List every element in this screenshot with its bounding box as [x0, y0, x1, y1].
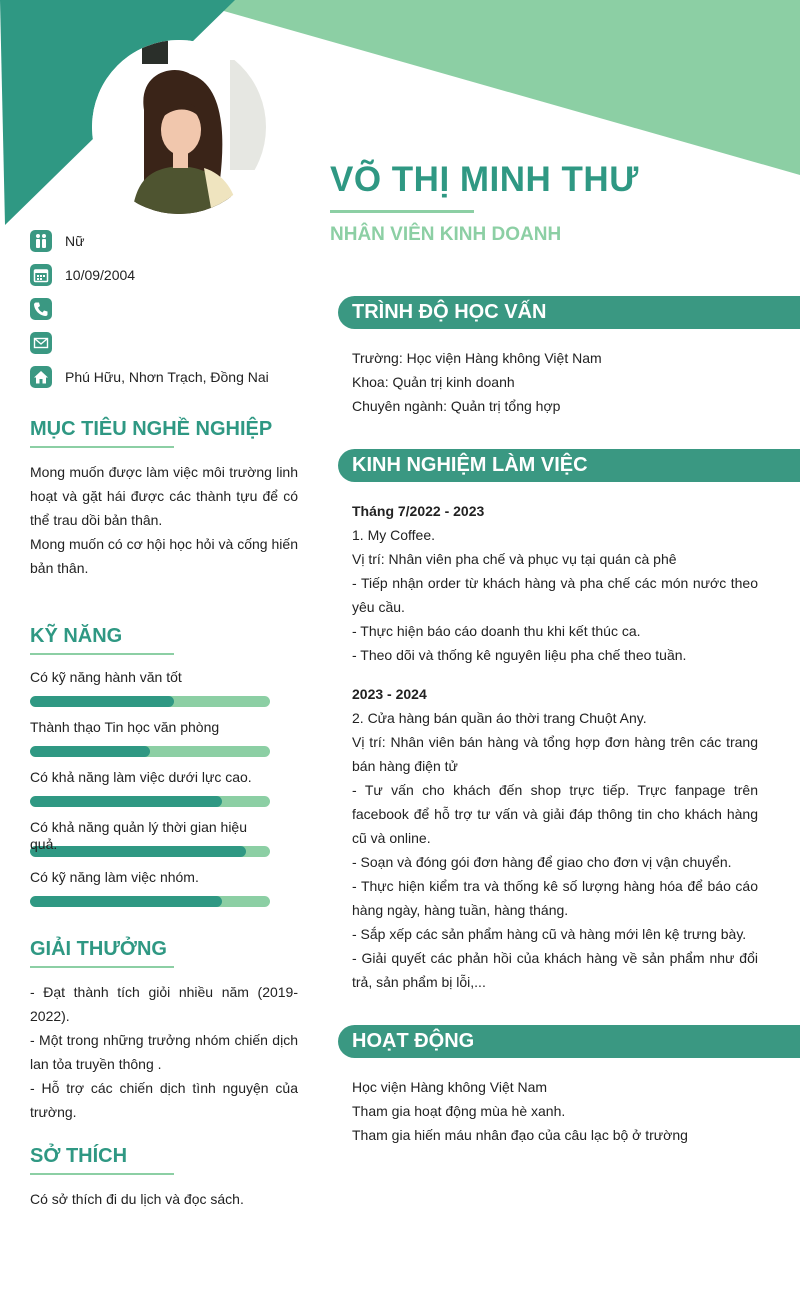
gender-icon [30, 230, 52, 252]
skill-label: Thành thạo Tin học văn phòng [30, 719, 220, 735]
skill-bar-fill [30, 846, 246, 857]
education-details [352, 346, 758, 418]
awards-title: GIẢI THƯỞNG [30, 938, 167, 960]
experience-title: KINH NGHIỆM LÀM VIỆC [338, 449, 800, 482]
education-major: Chuyên ngành: Quản trị tổng hợp [352, 398, 561, 414]
job-duty: - Thực hiện kiểm tra và thống kê số lượng hàng hóa để báo cáo hàng ngày, hàng tuần, hàng tháng. [352, 878, 758, 918]
skill-bar [30, 796, 270, 807]
job-role: Vị trí: Nhân viên pha chế và phục vụ tại quán cà phê [352, 551, 677, 567]
experience-job-2 [352, 682, 758, 994]
activity-line: Học viện Hàng không Việt Nam [352, 1079, 548, 1095]
job-duty: - Theo dõi và thống kê nguyên liệu pha chế theo tuần. [352, 647, 687, 663]
award-line: - Hỗ trợ các chiến dịch tình nguyện của trường. [30, 1080, 298, 1120]
skill-label: Có kỹ năng làm việc nhóm. [30, 869, 199, 885]
job-duty: - Tư vấn cho khách đến shop trực tiếp. Trực fanpage trên facebook để hỗ trợ tư vấn và giải đáp thông tin cho khách hàng cũ và online. [352, 782, 758, 846]
objective-line: Mong muốn được làm việc môi trường linh hoạt và gặt hái được các thành tựu để có thể trau dồi bản thân. [30, 464, 298, 528]
home-icon [30, 366, 52, 388]
skill-label: Có khả năng quản lý thời gian hiệu quả. [30, 819, 247, 852]
activity-line: Tham gia hiến máu nhân đạo của câu lạc bộ ở trường [352, 1127, 688, 1143]
skill-bar-fill [30, 696, 174, 707]
awards-underline [30, 966, 174, 968]
education-title: TRÌNH ĐỘ HỌC VẤN [338, 296, 800, 329]
contact-phone [30, 292, 310, 326]
skill-bar [30, 896, 270, 907]
education-faculty: Khoa: Quản trị kinh doanh [352, 374, 515, 390]
skill-item [30, 869, 270, 907]
phone-icon [30, 298, 52, 320]
mail-icon [30, 332, 52, 354]
activities-details [352, 1075, 758, 1147]
skill-bar-fill [30, 796, 222, 807]
activity-line: Tham gia hoạt động mùa hè xanh. [352, 1103, 566, 1119]
job-company: 2. Cửa hàng bán quần áo thời trang Chuột Any. [352, 710, 647, 726]
job-duty: - Thực hiện báo cáo doanh thu khi kết thúc ca. [352, 623, 641, 639]
skill-bar [30, 746, 270, 757]
skill-bar [30, 696, 270, 707]
skill-bar-fill [30, 896, 222, 907]
skills-section [30, 625, 298, 655]
job-duty: - Tiếp nhận order từ khách hàng và pha chế các món nước theo yêu cầu. [352, 575, 758, 615]
skills-title: KỸ NĂNG [30, 625, 123, 647]
contact-address [30, 360, 310, 394]
contact-birthday [30, 258, 310, 292]
objective-underline [30, 446, 174, 448]
objective-line: Mong muốn có cơ hội học hỏi và cống hiến bản thân. [30, 536, 298, 576]
skill-item [30, 819, 270, 857]
job-position: NHÂN VIÊN KINH DOANH [330, 224, 562, 245]
job-duty: - Soạn và đóng gói đơn hàng để giao cho đơn vị vận chuyển. [352, 854, 732, 870]
hobbies-section [30, 1145, 298, 1211]
gender-text: Nữ [65, 233, 85, 249]
candidate-name: VÕ THỊ MINH THƯ [330, 160, 639, 199]
contact-gender [30, 224, 310, 258]
awards-section [30, 938, 298, 1124]
skill-label: Có kỹ năng hành văn tốt [30, 669, 182, 685]
address-text: Phú Hữu, Nhơn Trạch, Đồng Nai [65, 369, 269, 385]
experience-job-1 [352, 499, 758, 667]
job-role: Vị trí: Nhân viên bán hàng và tổng hợp đơn hàng trên các trang bán hàng điện tử [352, 734, 758, 774]
profile-photo [92, 40, 266, 214]
award-line: - Đạt thành tích giỏi nhiều năm (2019-2022). [30, 984, 298, 1024]
job-duty: - Sắp xếp các sản phẩm hàng cũ và hàng mới lên kệ trưng bày. [352, 926, 747, 942]
contact-email [30, 326, 310, 360]
birthday-text: 10/09/2004 [65, 267, 136, 283]
award-line: - Một trong những trưởng nhóm chiến dịch lan tỏa truyền thông . [30, 1032, 298, 1072]
calendar-icon [30, 264, 52, 286]
skill-bar-fill [30, 746, 150, 757]
hobbies-text: Có sở thích đi du lịch và đọc sách. [30, 1191, 244, 1207]
skill-item [30, 719, 270, 757]
skill-label: Có khả năng làm việc dưới lực cao. [30, 769, 252, 785]
hobbies-underline [30, 1173, 174, 1175]
skill-item [30, 769, 270, 807]
objective-section [30, 418, 298, 580]
skills-underline [30, 653, 174, 655]
activities-title: HOẠT ĐỘNG [338, 1025, 800, 1058]
job-company: 1. My Coffee. [352, 527, 436, 543]
skill-bar [30, 846, 270, 857]
name-underline [330, 210, 474, 213]
education-school: Trường: Học viện Hàng không Việt Nam [352, 350, 602, 366]
objective-title: MỤC TIÊU NGHỀ NGHIỆP [30, 418, 273, 440]
hobbies-title: SỞ THÍCH [30, 1145, 128, 1167]
contact-info [30, 224, 310, 394]
skill-item [30, 669, 270, 707]
job-period: Tháng 7/2022 - 2023 [352, 503, 485, 519]
job-period: 2023 - 2024 [352, 686, 427, 702]
job-duty: - Giải quyết các phản hồi của khách hàng về sản phẩm như đổi trả, sản phẩm bị lỗi,... [352, 950, 758, 990]
